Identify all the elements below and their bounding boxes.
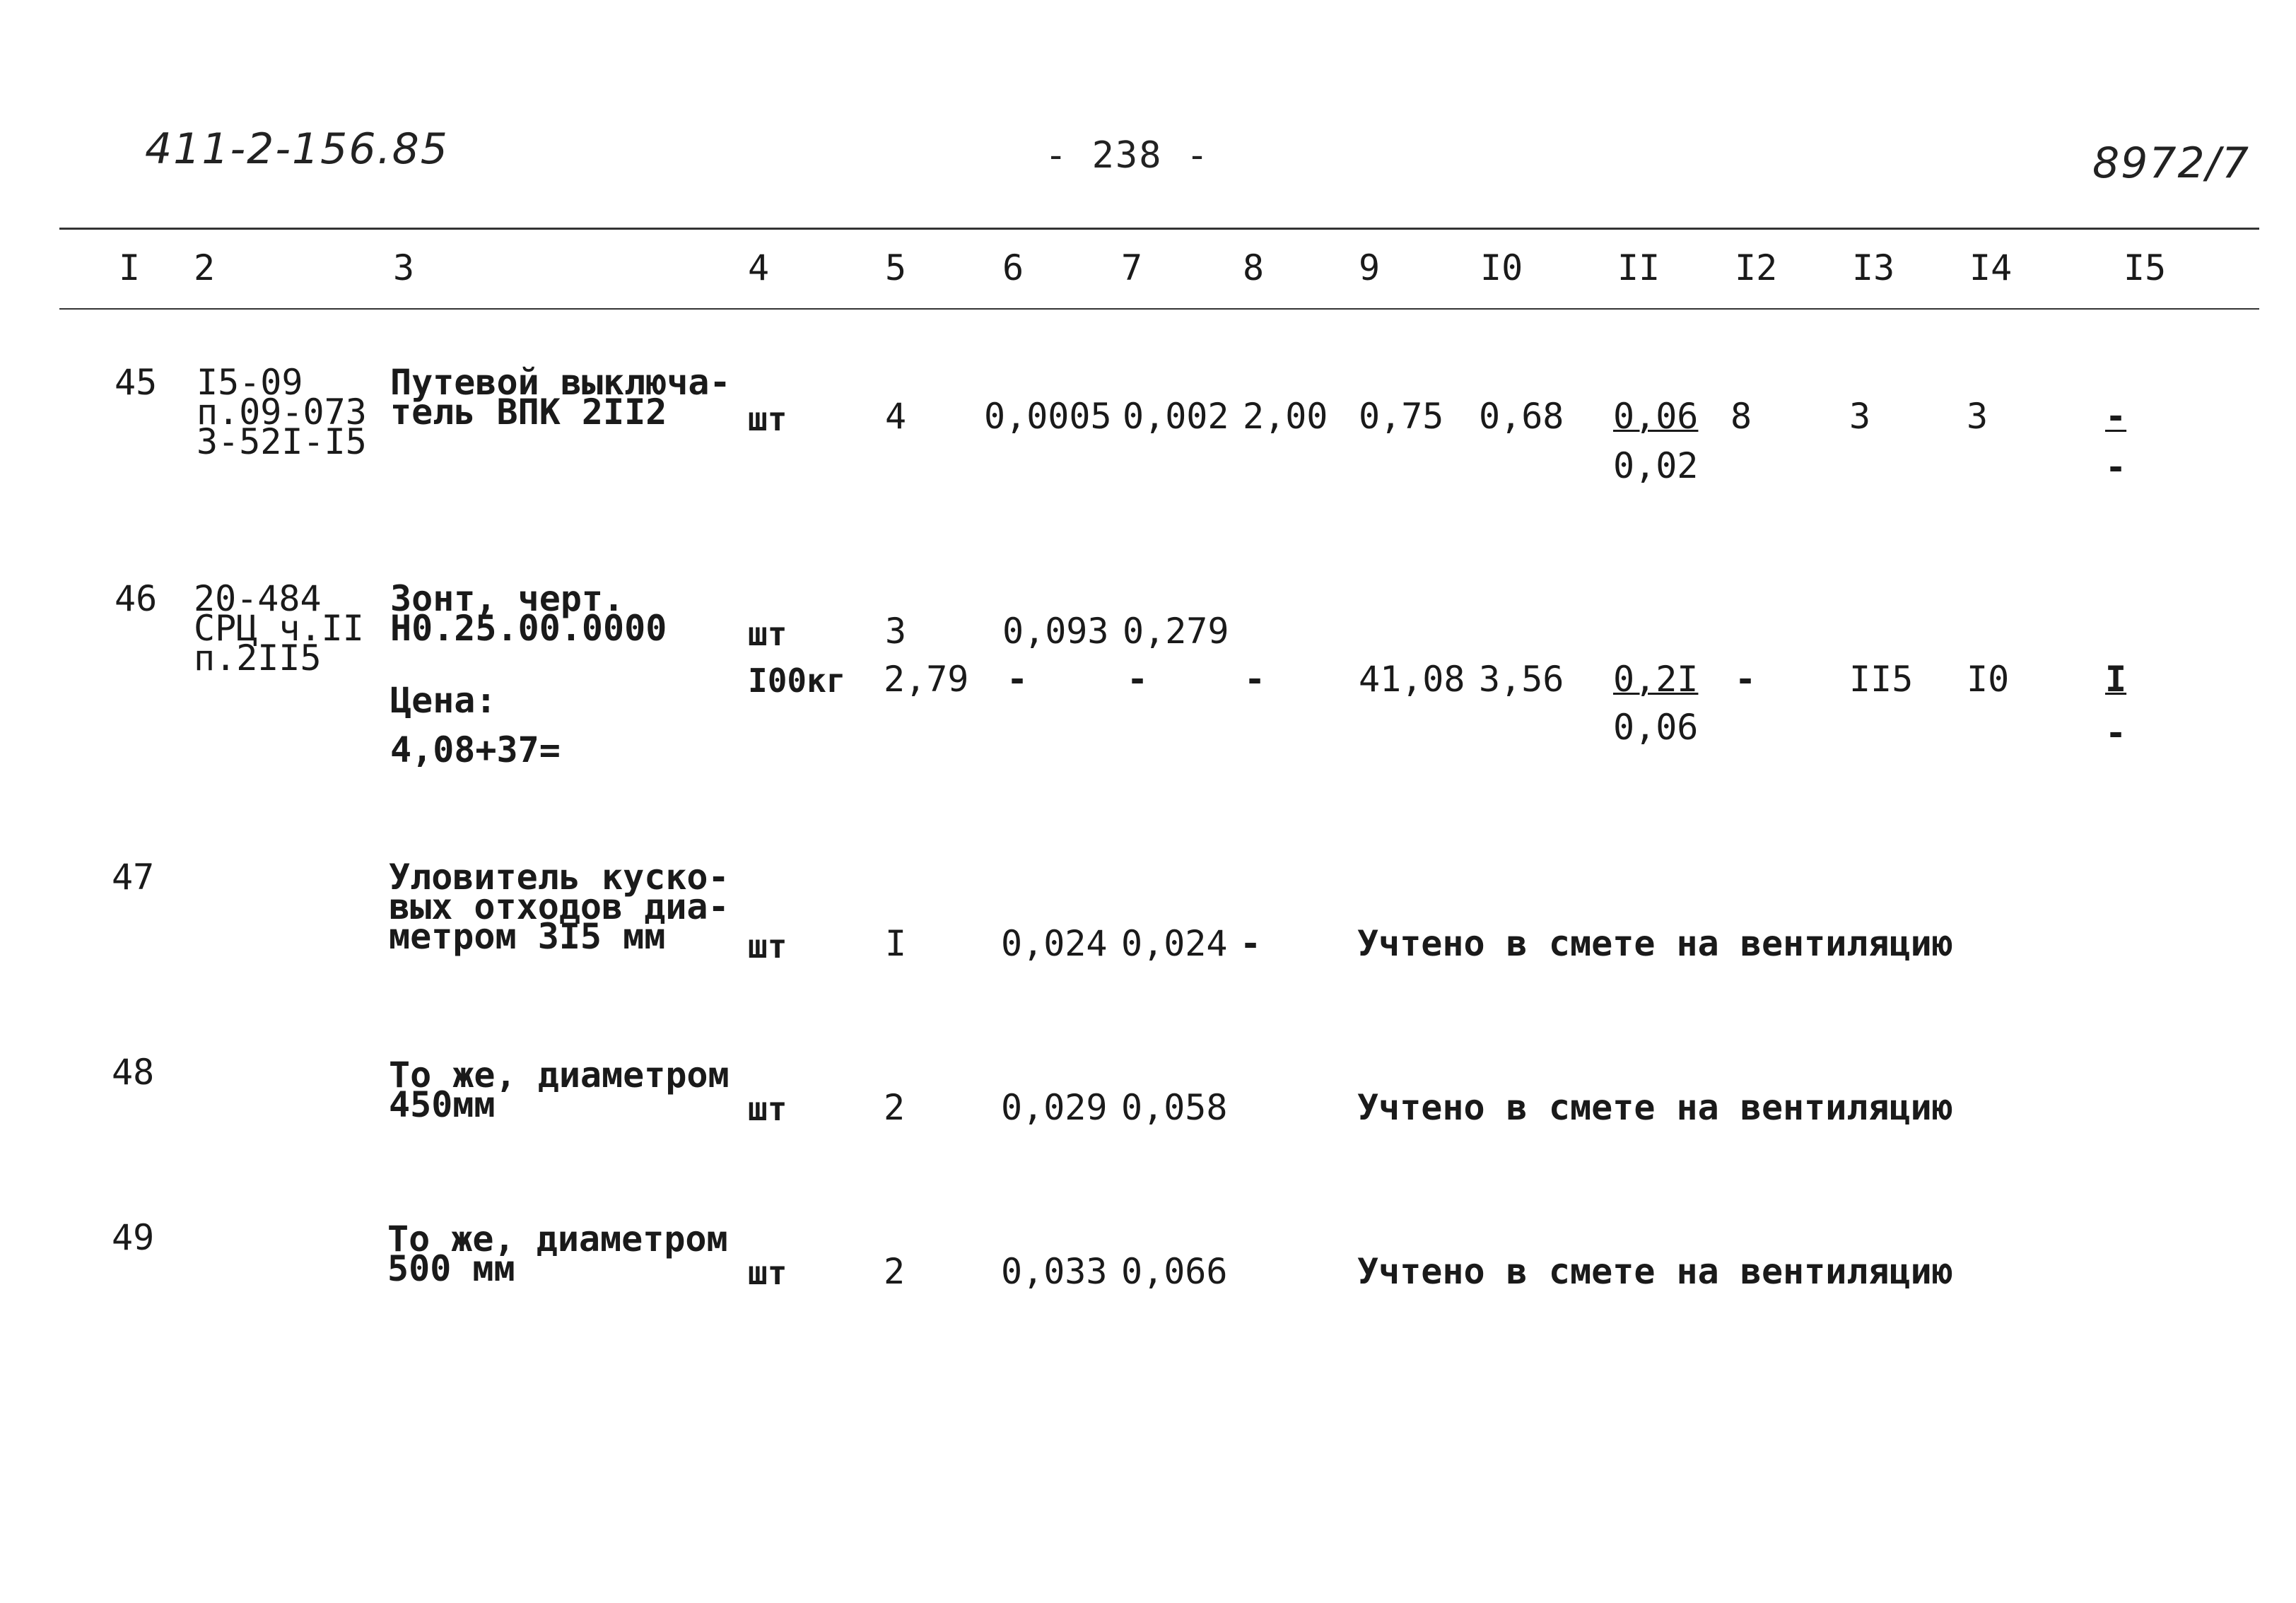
column-header: 8 [1243,247,1265,288]
price-value: 4,08+37= [390,729,561,770]
price-reference: I5-09 п.09-073 3-52I-I5 [197,362,367,462]
col7-value: 0,279 [1123,611,1229,652]
col10-value: 0,68 [1479,396,1564,437]
col7-value: 0,058 [1121,1087,1228,1128]
unit-secondary: I00кг [748,662,846,700]
col6-secondary: - [1007,659,1029,700]
column-header: I0 [1480,247,1523,288]
price-label: Цена: [390,680,497,721]
column-header: 4 [748,247,770,288]
col6-value: 0,093 [1002,611,1109,652]
row-number: 49 [112,1217,155,1258]
col11-numerator: 0,2I [1613,659,1699,700]
column-header: 3 [393,247,415,288]
row-number: 47 [112,857,155,898]
quantity: I [885,923,907,964]
item-name: Уловитель куско- вых отходов диа- метром 3I5 мм [389,857,730,957]
column-header: I2 [1735,247,1778,288]
column-header: I3 [1852,247,1895,288]
col14-value: I0 [1967,659,2010,700]
col6-value: 0,033 [1001,1251,1108,1292]
col15-numerator: I [2105,659,2127,700]
col8-value: - [1240,923,1262,964]
column-header: I5 [2124,247,2167,288]
row-number: 45 [115,362,158,403]
quantity-secondary: 2,79 [884,659,969,700]
col11-numerator: 0,06 [1613,396,1699,437]
col9-value: 0,75 [1359,396,1444,437]
note: Учтено в смете на вентиляцию [1357,1251,1953,1292]
column-header: II [1617,247,1660,288]
table-top-rule [59,228,2259,230]
col15-denominator: - [2105,712,2127,753]
col8-value: 2,00 [1243,396,1328,437]
unit: шт [748,1090,787,1128]
col12-value: - [1735,659,1757,700]
col10-value: 3,56 [1479,659,1564,700]
column-header: I4 [1969,247,2013,288]
column-header: 9 [1359,247,1381,288]
col15-numerator: - [2105,396,2127,437]
col7-secondary: - [1127,659,1149,700]
col11-denominator: 0,06 [1613,707,1699,748]
col9-value: 41,08 [1359,659,1465,700]
col13-value: II5 [1849,659,1914,700]
quantity: 3 [885,611,907,652]
col12-value: 8 [1730,396,1752,437]
column-header: 7 [1121,247,1143,288]
col14-value: 3 [1967,396,1988,437]
quantity: 2 [884,1087,906,1128]
price-reference: 20-484 СРЦ ч.II п.2II5 [194,578,364,679]
sheet-number: 8972/7 [2092,139,2251,188]
col15-denominator: - [2105,447,2127,488]
col7-value: 0,024 [1121,923,1228,964]
col8-secondary: - [1244,659,1266,700]
row-number: 46 [115,578,158,619]
col6-value: 0,029 [1001,1087,1108,1128]
unit: шт [748,615,787,653]
col11-denominator: 0,02 [1613,445,1699,486]
column-header: 6 [1002,247,1024,288]
quantity: 4 [885,396,907,437]
row-number: 48 [112,1052,155,1093]
page-number: - 238 - [1045,134,1210,177]
item-name: То же, диаметром 500 мм [387,1219,728,1289]
item-name: То же, диаметром 450мм [389,1055,730,1125]
item-name: Путевой выключа- тель ВПК 2II2 [390,362,731,433]
col13-value: 3 [1849,396,1871,437]
unit: шт [748,927,787,965]
col6-value: 0,0005 [984,396,1112,437]
document-code: 411-2-156.85 [145,124,449,174]
column-header: I [119,247,141,288]
col6-value: 0,024 [1001,923,1108,964]
column-header: 2 [194,247,216,288]
unit: шт [748,1254,787,1292]
col7-value: 0,066 [1121,1251,1228,1292]
unit: шт [748,400,787,438]
item-name: Зонт, черт. Н0.25.00.0000 [390,578,667,649]
quantity: 2 [884,1251,906,1292]
col7-value: 0,002 [1123,396,1229,437]
column-header: 5 [885,247,907,288]
note: Учтено в смете на вентиляцию [1357,923,1953,964]
header-bottom-rule [59,308,2259,310]
note: Учтено в смете на вентиляцию [1357,1087,1953,1128]
